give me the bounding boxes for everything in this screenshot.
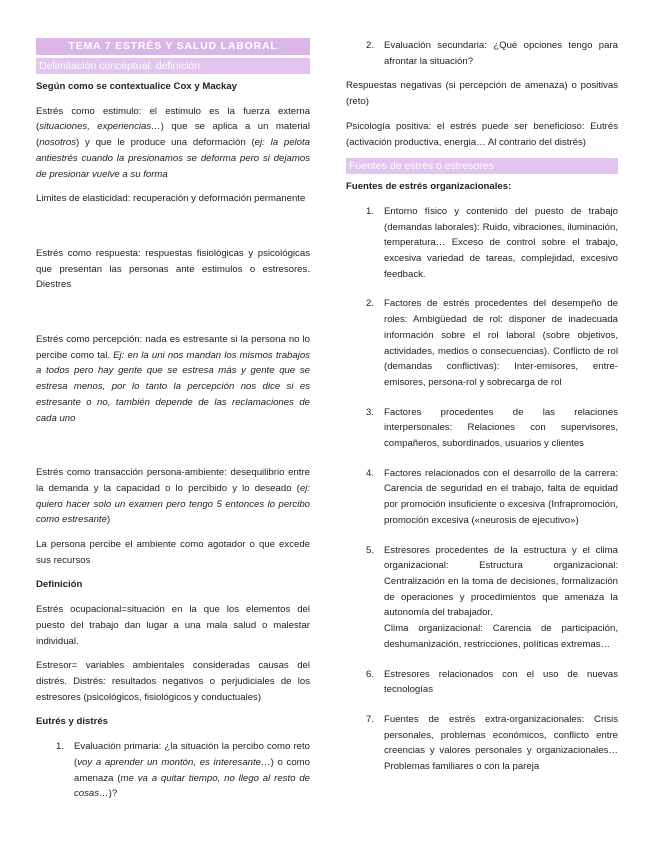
left-column bbox=[36, 38, 310, 802]
list-evaluacion bbox=[36, 739, 310, 802]
right-column bbox=[346, 38, 618, 775]
document-title: TEMA 7 ESTRÉS Y SALUD LABORAL bbox=[36, 38, 310, 55]
paragraph-respuesta: Estrés como respuesta: respuestas fisiológicas y psicológicas que presentan las personas ante estimulos o estresores. Diestres bbox=[36, 247, 310, 291]
list-item: 3. Factores procedentes de las relaciones interpersonales: Relaciones con supervisores, compañeros, subordinados, usuarios y clientes bbox=[366, 406, 618, 450]
heading-fuentes: Fuentes de estrés organizacionales: bbox=[346, 181, 512, 193]
list-fuentes bbox=[346, 204, 618, 775]
list-item: 7. Fuentes de estrés extra-organizacionales: Crisis personales, problemas económicos, conflicto entre creencias y valores personales y organizacionales… Problemas familiares o con la pareja bbox=[366, 713, 618, 773]
paragraph-psicologia: Psicología positiva: el estrés puede ser beneficioso: Eutrés (activación productiva, energia… Al contrario del distrés) bbox=[346, 120, 618, 148]
list-item: 2. Evaluación secundaria: ¿Qué opciones tengo para afrontar la situación? bbox=[366, 40, 618, 67]
heading-cox-mackay: Según como se contextualice Cox y Mackay bbox=[36, 81, 238, 92]
list-item: 1. Evaluación primaria: ¿la situación la percibo como reto (voy a aprender un montón, es interesante…) o como amenaza (me va a quitar tiempo, no llego al resto de cosas…)? bbox=[56, 741, 310, 800]
list-item: 6. Estresores relacionados con el uso de nuevas tecnologías bbox=[366, 668, 618, 696]
list-item: 2. Factores de estrés procedentes del desempeño de roles: Ambigüedad de rol: disponer de inadecuada información sobre el rol laboral (sobre objetivos, actividades, medios o consecuencias). Conflicto de rol (demandas conflictivas): Inter-emisores, entre-emisores, persona-rol y sobrecarga de rol bbox=[366, 298, 618, 388]
heading-definicion: Definición bbox=[36, 579, 83, 591]
paragraph-estimulo: Estrés como estimulo: el estimulo es la fuerza externa (situaciones, experiencias…) que se aplica a un material (nosotros) y que le produce una deformación (ej: la pelota antiestrés cuando la presionamos se deforma pero si dejamos de presionar vuelve a su forma bbox=[36, 105, 310, 180]
list-item: 5. Estresores procedentes de la estructura y el clima organizacional: Estructura organizacional: Centralización en la toma de decisiones, formalización de operaciones y procedimientos que amenaza la autonomía del trabajador. Clima organizacional: Carencia de participación, deshumanización, restricciones, políticas extremas… bbox=[366, 544, 618, 650]
paragraph-percepcion: Estrés como percepción: nada es estresante si la persona no lo percibe como tal. Ej: en la uni nos mandan los mismos trabajos a todos pero hay gente que se estresa más y gente que se estresa menos, por lo tanto la percepción nos dice si es estresante o no, también depende de las reclamaciones de cada uno bbox=[36, 334, 310, 424]
heading-eutres: Eutrés y distrés bbox=[36, 716, 108, 728]
paragraph-ambiente: La persona percibe el ambiente como agotador o que excede sus recursos bbox=[36, 539, 310, 566]
paragraph-limites: Limites de elasticidad: recuperación y deformación permanente bbox=[36, 193, 306, 205]
paragraph-transaccion: Estrés como transacción persona-ambiente: desequilibrio entre la demanda y la capacidad o lo percibido y lo deseado (ej: quiero hacer solo un examen pero tengo 5 entonces lo percibo como estresante) bbox=[36, 467, 310, 526]
list-item: 4. Factores relacionados con el desarrollo de la carrera: Carencia de seguridad en el trabajo, falta de equidad por promoción insuficiente o excesiva (Infrapromoción, promoción excesiva («neurosis de ejecutivo») bbox=[366, 467, 618, 526]
paragraph-ocupacional: Estrés ocupacional=situación en la que los elementos del puesto del trabajo dan lugar a una mala salud o malestar individual. bbox=[36, 604, 310, 647]
section-heading-fuentes: Fuentes de estrés o estresores bbox=[346, 158, 618, 174]
list-evaluacion-cont bbox=[346, 38, 618, 69]
paragraph-estresor: Estresor= variables ambientales consideradas causas del distrés. Distrés: resultados negativos o perjudiciales de los estresores (psicológicos, fisiológicos y conductuales) bbox=[36, 660, 310, 703]
paragraph-respuestas: Respuestas negativas (si percepción de amenaza) o positivas (reto) bbox=[346, 80, 618, 108]
list-item: 1. Entorno físico y contenido del puesto de trabajo (demandas laborales): Ruido, vibraciones, iluminación, temperatura… Exceso de control sobre el trabajo, excesiva variedad de tareas, complejidad, excesivo feedback. bbox=[366, 205, 618, 280]
section-heading-definicion: Delimitación conceptual: definición bbox=[36, 58, 310, 74]
